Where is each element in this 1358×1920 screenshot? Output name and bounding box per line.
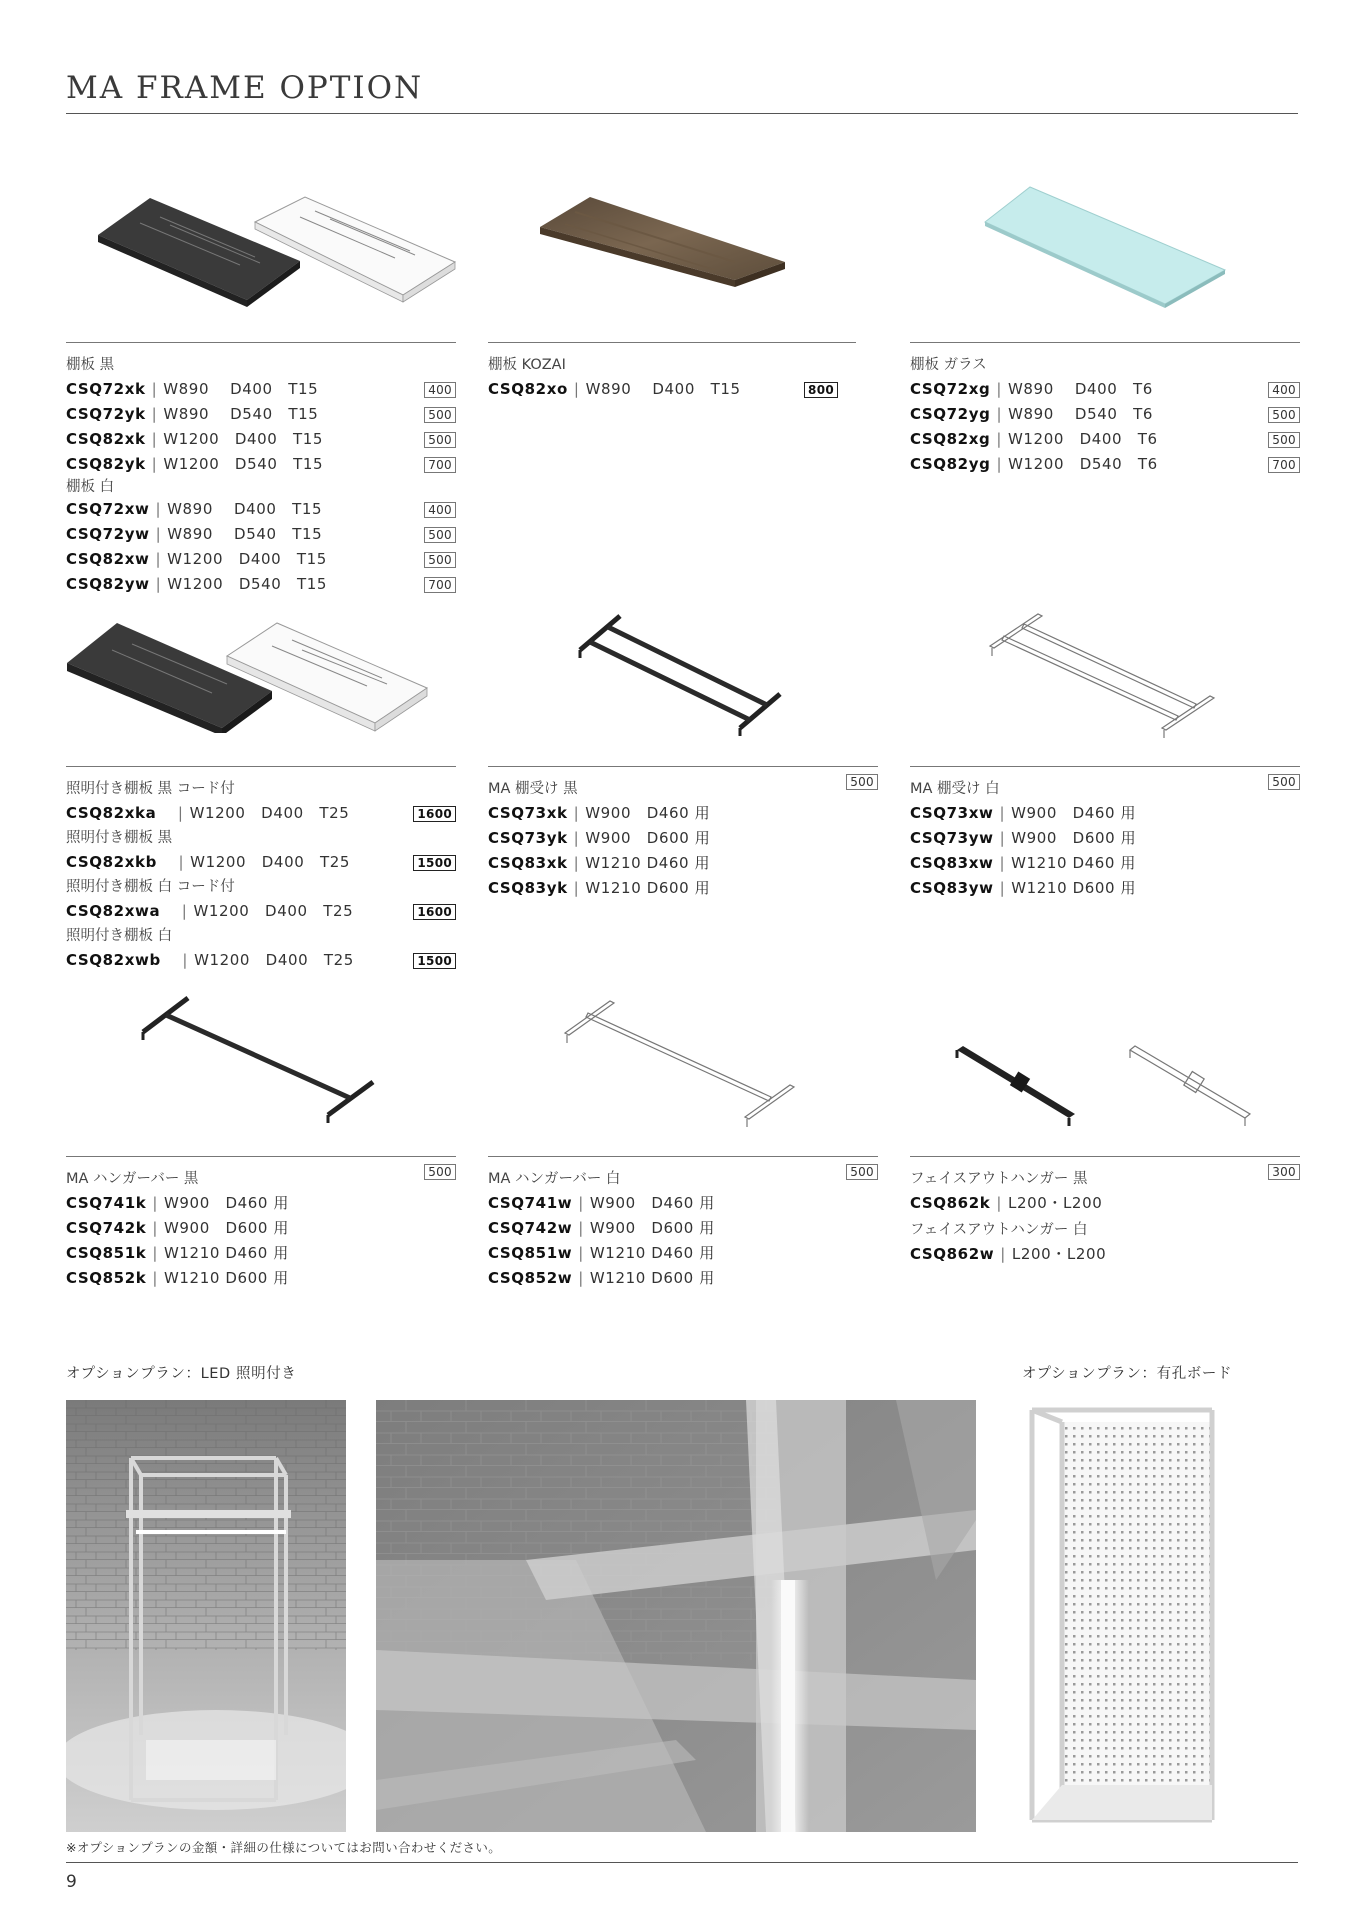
product-code: CSQ82yg	[910, 455, 991, 473]
category-label: MA 棚受け 黒	[488, 781, 578, 797]
bracket-black-image	[560, 608, 800, 738]
table-row	[66, 547, 456, 572]
separator: |	[152, 1194, 158, 1212]
separator: |	[999, 879, 1006, 897]
product-spec: W1200 D400 T25	[194, 951, 354, 969]
product-code: CSQ741k	[66, 1194, 147, 1212]
table-row	[910, 402, 1300, 427]
price-badge: 700	[424, 577, 456, 593]
separator: |	[996, 430, 1002, 448]
price-badge: 500	[424, 552, 456, 568]
product-spec: W890 D540 T6	[1008, 405, 1154, 423]
product-code: CSQ862k	[910, 1194, 991, 1212]
separator: |	[1000, 1245, 1006, 1263]
product-spec: W890 D540 T15	[167, 525, 323, 543]
table-row	[66, 402, 456, 427]
separator: |	[151, 455, 158, 473]
table-row	[488, 876, 878, 901]
separator: |	[999, 854, 1006, 872]
page-number: 9	[66, 1872, 77, 1892]
separator: |	[999, 829, 1006, 847]
table-row	[488, 851, 878, 876]
product-spec: W900 D600 用	[585, 829, 711, 847]
table-row	[488, 1266, 878, 1291]
separator: |	[578, 1219, 584, 1237]
product-spec: W900 D600 用	[163, 1219, 289, 1237]
price-badge: 400	[424, 382, 456, 398]
product-spec: L200・L200	[1011, 1245, 1107, 1263]
price-badge: 800	[804, 382, 838, 398]
category-label: フェイスアウトハンガー 白	[910, 1222, 1088, 1238]
separator: |	[578, 1269, 584, 1287]
separator: |	[578, 1194, 584, 1212]
separator: |	[155, 575, 162, 593]
option-led-caption: オプションプラン：LED 照明付き	[66, 1366, 297, 1382]
separator: |	[996, 455, 1003, 473]
product-code: CSQ72xw	[66, 500, 150, 518]
product-code: CSQ742k	[66, 1219, 147, 1237]
table-row	[66, 1191, 456, 1216]
table-row	[910, 1191, 1300, 1216]
product-code: CSQ851k	[66, 1244, 147, 1262]
price-badge: 500	[424, 432, 456, 448]
separator: |	[166, 951, 189, 969]
product-code: CSQ83yk	[488, 879, 568, 897]
product-spec: W900 D600 用	[589, 1219, 715, 1237]
product-code: CSQ72xk	[66, 380, 146, 398]
product-spec: W900 D460 用	[1011, 804, 1137, 822]
table-row	[910, 377, 1300, 402]
category-label: フェイスアウトハンガー 黒	[910, 1171, 1088, 1187]
price-badge: 300	[1268, 1164, 1300, 1180]
product-code: CSQ82xk	[66, 430, 146, 448]
product-spec: W1200 D400 T15	[163, 430, 324, 448]
led-detail-photo	[376, 1400, 976, 1832]
separator: |	[155, 525, 162, 543]
separator: |	[996, 380, 1002, 398]
bracket-white-block	[910, 766, 1300, 901]
product-code: CSQ83yw	[910, 879, 994, 897]
table-row	[66, 850, 456, 875]
category-label: MA ハンガーバー 黒	[66, 1171, 199, 1187]
product-spec: W1200 D400 T25	[189, 804, 350, 822]
category-label: 照明付き棚板 白	[66, 928, 173, 944]
price-badge: 500	[846, 774, 878, 790]
hanger-bar-black-block	[66, 1156, 456, 1291]
product-spec: W1210 D460 用	[589, 1244, 715, 1262]
faceout-hanger-image	[955, 1044, 1255, 1134]
hanger-bar-white-image	[560, 993, 805, 1128]
table-row	[910, 851, 1300, 876]
table-row	[66, 497, 456, 522]
category-label: 棚板 KOZAI	[488, 357, 566, 373]
price-badge: 500	[424, 407, 456, 423]
separator: |	[999, 804, 1006, 822]
table-row	[488, 1241, 878, 1266]
product-spec: W900 D460 用	[589, 1194, 715, 1212]
product-spec: W890 D400 T6	[1007, 380, 1153, 398]
table-row	[66, 899, 456, 924]
price-badge: 700	[424, 457, 456, 473]
category-label: 照明付き棚板 白 コード付	[66, 879, 235, 895]
separator: |	[155, 500, 162, 518]
price-badge: 1500	[413, 953, 456, 969]
price-badge: 400	[424, 502, 456, 518]
product-code: CSQ83xk	[488, 854, 568, 872]
product-spec: W890 D540 T15	[163, 405, 319, 423]
table-row	[910, 452, 1300, 477]
product-code: CSQ82xo	[488, 380, 568, 398]
product-spec: W1210 D600 用	[585, 879, 711, 897]
category-label: 照明付き棚板 黒	[66, 830, 173, 846]
faceout-hanger-block	[910, 1156, 1300, 1267]
shelf-kozai-image	[535, 192, 795, 292]
product-spec: L200・L200	[1007, 1194, 1103, 1212]
table-row	[910, 826, 1300, 851]
product-code: CSQ72yg	[910, 405, 991, 423]
table-row	[488, 1216, 878, 1241]
product-spec: W900 D600 用	[1011, 829, 1137, 847]
product-code: CSQ862w	[910, 1245, 995, 1263]
table-row	[66, 1216, 456, 1241]
price-badge: 500	[424, 1164, 456, 1180]
product-spec: W1210 D460 用	[163, 1244, 289, 1262]
table-row	[488, 801, 878, 826]
product-code: CSQ82xwb	[66, 951, 161, 969]
product-code: CSQ82xka	[66, 804, 157, 822]
product-spec: W1210 D600 用	[1011, 879, 1137, 897]
table-row	[66, 801, 456, 826]
product-code: CSQ73xk	[488, 804, 568, 822]
product-spec: W1200 D540 T15	[163, 455, 324, 473]
table-row	[66, 427, 456, 452]
product-spec: W890 D400 T15	[167, 500, 323, 518]
option-board-caption: オプションプラン：有孔ボード	[1022, 1366, 1233, 1382]
table-row	[66, 572, 456, 597]
shelf-black-white-image	[90, 185, 470, 310]
table-row	[66, 377, 456, 402]
pegboard-frame-photo	[1022, 1400, 1227, 1832]
product-spec: W1200 D400 T25	[190, 853, 351, 871]
table-row	[910, 801, 1300, 826]
product-spec: W900 D460 用	[163, 1194, 289, 1212]
separator: |	[155, 550, 162, 568]
led-frame-photo	[66, 1400, 346, 1832]
product-spec: W890 D400 T15	[163, 380, 319, 398]
product-code: CSQ73yk	[488, 829, 568, 847]
price-badge: 500	[1268, 774, 1300, 790]
table-row	[66, 452, 456, 477]
table-row	[488, 826, 878, 851]
product-spec: W1200 D540 T6	[1008, 455, 1158, 473]
product-spec: W1200 D400 T15	[167, 550, 327, 568]
price-badge: 1500	[413, 855, 456, 871]
shelf-glass-image	[980, 182, 1230, 312]
product-code: CSQ72yw	[66, 525, 150, 543]
product-spec: W1200 D540 T15	[167, 575, 328, 593]
shelf-black-white-block	[66, 342, 456, 597]
shelf-glass-block	[910, 342, 1300, 477]
table-row	[910, 427, 1300, 452]
price-badge: 1600	[413, 904, 456, 920]
separator: |	[152, 1219, 158, 1237]
category-label: 棚板 黒	[66, 357, 115, 373]
separator: |	[573, 879, 580, 897]
product-spec: W1210 D600 用	[589, 1269, 715, 1287]
product-spec: W890 D400 T15	[585, 380, 741, 398]
separator: |	[152, 1244, 158, 1262]
table-row	[488, 377, 856, 402]
price-badge: 400	[1268, 382, 1300, 398]
product-code: CSQ741w	[488, 1194, 573, 1212]
category-label: 照明付き棚板 黒 コード付	[66, 781, 235, 797]
product-code: CSQ82yk	[66, 455, 146, 473]
product-code: CSQ852k	[66, 1269, 147, 1287]
product-code: CSQ73xw	[910, 804, 994, 822]
product-code: CSQ82xg	[910, 430, 991, 448]
separator: |	[996, 1194, 1002, 1212]
separator: |	[573, 854, 580, 872]
footer-divider	[66, 1862, 1298, 1863]
product-code: CSQ83xw	[910, 854, 994, 872]
price-badge: 500	[424, 527, 456, 543]
table-row	[910, 1242, 1300, 1267]
price-badge: 500	[846, 1164, 878, 1180]
title-divider	[66, 113, 1298, 114]
category-label: MA ハンガーバー 白	[488, 1171, 621, 1187]
product-code: CSQ72yk	[66, 405, 146, 423]
shelf-kozai-block	[488, 342, 856, 402]
table-row	[910, 876, 1300, 901]
lighted-shelf-block	[66, 766, 456, 973]
product-spec: W1200 D400 T25	[193, 902, 354, 920]
bracket-white-image	[980, 606, 1230, 741]
price-badge: 500	[1268, 407, 1300, 423]
product-code: CSQ82xkb	[66, 853, 157, 871]
hanger-bar-white-block	[488, 1156, 878, 1291]
separator: |	[573, 829, 580, 847]
product-spec: W900 D460 用	[585, 804, 711, 822]
product-code: CSQ852w	[488, 1269, 573, 1287]
separator: |	[573, 380, 580, 398]
product-code: CSQ742w	[488, 1219, 573, 1237]
separator: |	[578, 1244, 584, 1262]
bracket-black-block	[488, 766, 878, 901]
separator: |	[151, 380, 158, 398]
product-spec: W1210 D460 用	[1011, 854, 1137, 872]
separator: |	[151, 430, 158, 448]
product-spec: W1200 D400 T6	[1007, 430, 1158, 448]
product-code: CSQ82xwa	[66, 902, 161, 920]
separator: |	[152, 1269, 158, 1287]
price-badge: 700	[1268, 457, 1300, 473]
product-code: CSQ851w	[488, 1244, 573, 1262]
table-row	[66, 948, 456, 973]
category-label: 棚板 白	[66, 479, 115, 495]
separator: |	[162, 853, 185, 871]
product-spec: W1210 D600 用	[163, 1269, 289, 1287]
footnote: ※オプションプランの金額・詳細の仕様についてはお問い合わせください。	[66, 1840, 502, 1855]
table-row	[66, 1241, 456, 1266]
table-row	[488, 1191, 878, 1216]
separator: |	[166, 902, 188, 920]
table-row	[66, 522, 456, 547]
price-badge: 500	[1268, 432, 1300, 448]
separator: |	[151, 405, 158, 423]
page-title: MA FRAME OPTION	[66, 70, 424, 106]
product-code: CSQ82xw	[66, 550, 150, 568]
price-badge: 1600	[413, 806, 456, 822]
separator: |	[573, 804, 580, 822]
lighted-shelf-image	[62, 618, 432, 733]
separator: |	[996, 405, 1003, 423]
product-code: CSQ73yw	[910, 829, 994, 847]
product-code: CSQ82yw	[66, 575, 150, 593]
product-spec: W1210 D460 用	[585, 854, 711, 872]
category-label: 棚板 ガラス	[910, 357, 987, 373]
category-label: MA 棚受け 白	[910, 781, 1000, 797]
product-code: CSQ72xg	[910, 380, 991, 398]
table-row	[66, 1266, 456, 1291]
separator: |	[162, 804, 184, 822]
hanger-bar-black-image	[138, 990, 383, 1125]
